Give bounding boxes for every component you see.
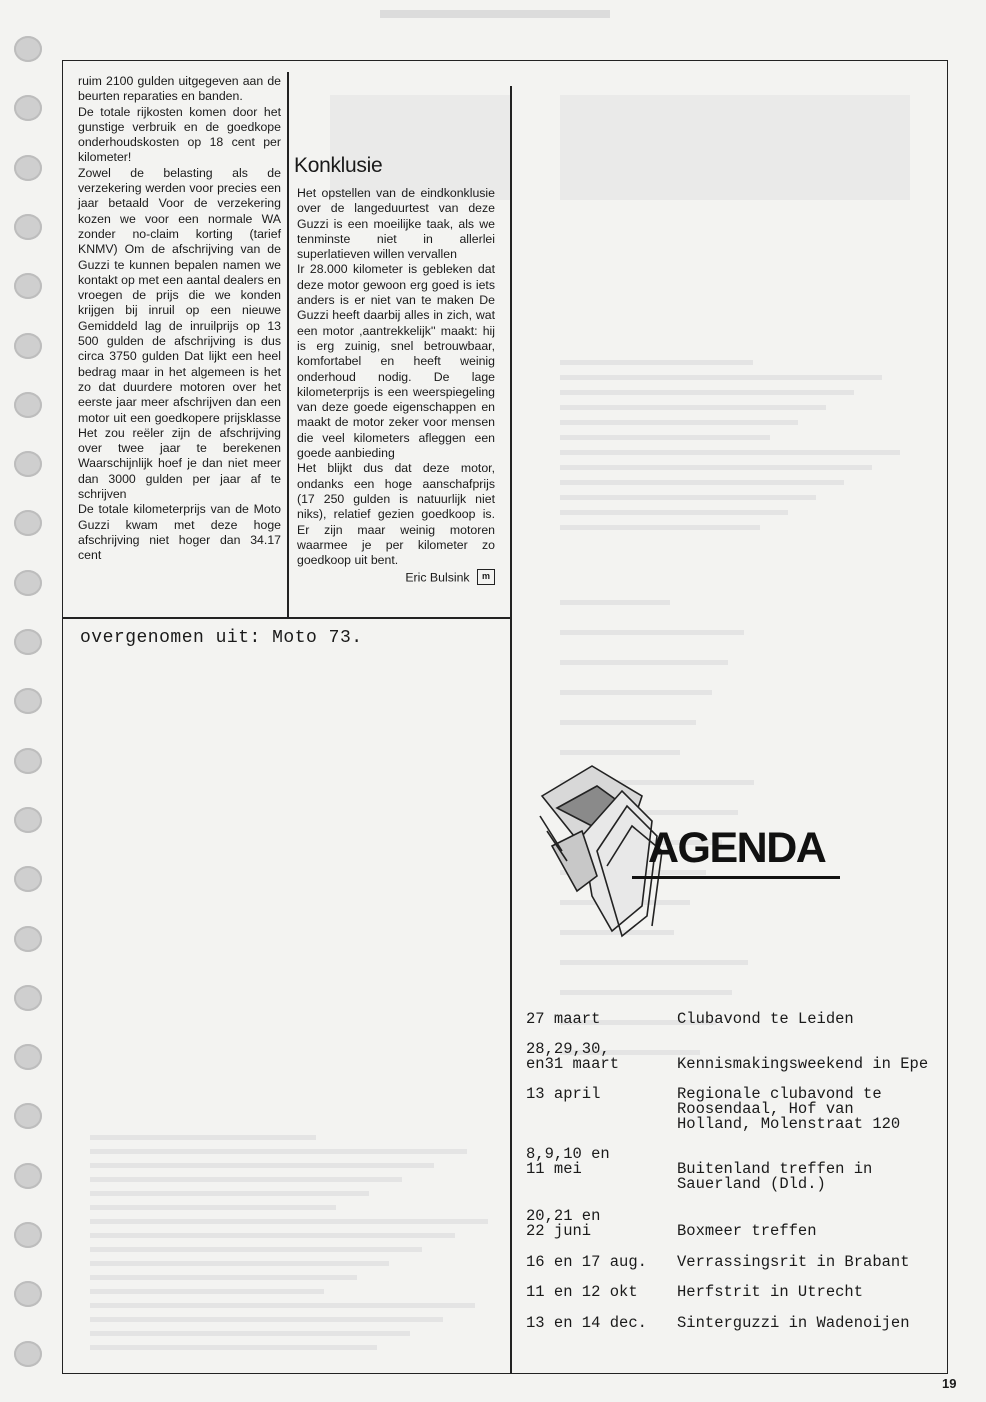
agenda-event: Regionale clubavond te Roosendaal, Hof van Holland, Molenstraat 120 bbox=[677, 1085, 901, 1133]
ghost-text-line bbox=[560, 405, 826, 410]
ghost-text-line bbox=[90, 1303, 475, 1308]
agenda-date: 16 en 17 aug. bbox=[526, 1253, 647, 1271]
binder-hole bbox=[14, 926, 42, 952]
article-column-left bbox=[78, 74, 281, 564]
agenda-date: 20,21 en 22 juni bbox=[526, 1207, 601, 1240]
binder-hole bbox=[14, 155, 42, 181]
binder-hole bbox=[14, 1222, 42, 1248]
ghost-text-line bbox=[560, 960, 748, 965]
binder-hole bbox=[14, 985, 42, 1011]
ghost-text-line bbox=[90, 1289, 324, 1294]
binder-hole bbox=[14, 1044, 42, 1070]
paragraph: De totale rijkosten komen door het gunstige verbruik en de goedkope onderhoudskosten op 18 cent per kilometer! bbox=[78, 104, 281, 165]
ghost-text-line bbox=[560, 360, 753, 365]
article-bottom-rule bbox=[62, 617, 511, 619]
binder-hole bbox=[14, 748, 42, 774]
binder-hole bbox=[14, 333, 42, 359]
ghost-text-line bbox=[90, 1317, 443, 1322]
ghost-text-line bbox=[90, 1177, 402, 1182]
ghost-text-line bbox=[560, 510, 788, 515]
paragraph: Het opstellen van de eindkonklusie over de langeduurtest van deze Guzzi is een moeilijke taak, als we tenminste niet in allerlei superlatieven willen vervallen bbox=[297, 186, 495, 262]
paragraph: ruim 2100 gulden uitgegeven aan de beurten reparaties en banden. bbox=[78, 74, 281, 104]
ghost-text-line bbox=[560, 525, 760, 530]
ghost-text-line bbox=[560, 630, 744, 635]
ghost-text-line bbox=[90, 1233, 455, 1238]
binder-hole bbox=[14, 1103, 42, 1129]
agenda-event: Boxmeer treffen bbox=[677, 1222, 817, 1240]
ghost-text-line bbox=[90, 1331, 410, 1336]
column-divider-article bbox=[287, 72, 289, 617]
author-name: Eric Bulsink bbox=[405, 570, 470, 585]
ghost-text-line bbox=[560, 375, 882, 380]
ghost-text-line bbox=[90, 1345, 377, 1350]
ghost-text-line bbox=[560, 750, 680, 755]
magazine-logo-icon: m bbox=[477, 569, 495, 585]
agenda-date: 13 april bbox=[526, 1085, 601, 1103]
binder-hole bbox=[14, 1163, 42, 1189]
binder-hole bbox=[14, 1341, 42, 1367]
paragraph: Het blijkt dus dat deze motor, ondanks een hoge aanschafprijs (17 250 gulden is natuurlijk niet niks), relatief gezien goedkoop is. Er zijn maar weinig motoren waarmee je per kilometer zo goedkoop uit bent. bbox=[297, 461, 495, 568]
agenda-date: 27 maart bbox=[526, 1010, 601, 1028]
binder-hole bbox=[14, 451, 42, 477]
paragraph: De totale kilometerprijs van de Moto Guzzi kwam met deze hoge afschrijving niet hoger dan 34.17 cent bbox=[78, 502, 281, 563]
paragraph: Zowel de belasting als de verzekering werden voor precies een jaar betaald Voor de verzekering kozen we voor een normale WA zonder no-claim korting (tarief KNMV) Om de afschrijving van de Guzzi te kunnen bepalen namen we kontakt op met een aantal dealers en vroegen de prijs die we konden krijgen bij inruil op een nieuwe Gemiddeld lag de inruilprijs op 13 500 gulden de afschrijving is dus circa 3750 gulden Dat lijkt een heel bedrag maar in het algemeen is het zo dat duurdere motoren over het eerste jaar meer afschrijven dan een motor uit een goedkopere prijsklasse Het zou reëler zijn de afschrijving over twee jaar te berekenen Waarschijnlijk hoef je dan niet meer dan 3000 gulden per jaar af te schrijven bbox=[78, 165, 281, 502]
ghost-photo-right bbox=[560, 95, 910, 200]
agenda-event: Kennismakingsweekend in Epe bbox=[677, 1055, 929, 1073]
ghost-text-line bbox=[560, 435, 770, 440]
column-divider-main bbox=[510, 86, 512, 1374]
ghost-text-line bbox=[90, 1135, 316, 1140]
agenda-event: Sinterguzzi in Wadenoijen bbox=[677, 1314, 910, 1332]
section-heading: Konklusie bbox=[294, 154, 383, 177]
ghost-text-line bbox=[90, 1261, 389, 1266]
agenda-date: 11 en 12 okt bbox=[526, 1283, 638, 1301]
binder-hole bbox=[14, 36, 42, 62]
agenda-date: 13 en 14 dec. bbox=[526, 1314, 647, 1332]
binder-hole bbox=[14, 214, 42, 240]
ghost-text-line bbox=[560, 495, 816, 500]
ghost-text-line bbox=[90, 1275, 357, 1280]
agenda-event: Buitenland treffen in Sauerland (Dld.) bbox=[677, 1160, 873, 1193]
ghost-text-line bbox=[90, 1205, 336, 1210]
ghost-text-line bbox=[90, 1219, 488, 1224]
ghost-text-line bbox=[560, 480, 844, 485]
agenda-date: 28,29,30, en31 maart bbox=[526, 1040, 620, 1073]
ghost-text-line bbox=[90, 1163, 434, 1168]
ghost-text-line bbox=[560, 465, 872, 470]
binder-hole bbox=[14, 570, 42, 596]
paragraph: Ir 28.000 kilometer is gebleken dat deze motor gewoon erg goed is iets anders is er niet van te maken De Guzzi heeft daarbij alles in zich, wat een motor ,aantrekkelijk'' maakt: hij is erg zuinig, snel betrouwbaar, komfortabel en heeft weinig onderhoud nodig. De lage kilometerprijs is een weerspiegeling van deze goede eigenschappen en maakt de motor zeker voor mensen die veel kilometers afleggen een goede aanbieding bbox=[297, 262, 495, 461]
binder-hole bbox=[14, 392, 42, 418]
binder-hole bbox=[14, 807, 42, 833]
ghost-text-line bbox=[560, 420, 798, 425]
page-number: 19 bbox=[942, 1376, 957, 1391]
agenda-title: AGENDA bbox=[648, 824, 826, 872]
ghost-text-line bbox=[90, 1247, 422, 1252]
ghost-text-line bbox=[560, 600, 670, 605]
binder-hole bbox=[14, 510, 42, 536]
agenda-event: Clubavond te Leiden bbox=[677, 1010, 854, 1028]
article-column-right bbox=[297, 186, 495, 586]
ghost-text-line bbox=[560, 690, 712, 695]
ghost-photo bbox=[330, 95, 510, 200]
agenda-date: 8,9,10 en 11 mei bbox=[526, 1145, 610, 1178]
author-line bbox=[297, 570, 495, 586]
agenda-event: Verrassingsrit in Brabant bbox=[677, 1253, 910, 1271]
binder-hole bbox=[14, 95, 42, 121]
ghost-text-line bbox=[560, 390, 854, 395]
binder-hole bbox=[14, 688, 42, 714]
agenda-underline bbox=[632, 876, 840, 879]
scan-bleed bbox=[380, 10, 610, 18]
binder-hole bbox=[14, 866, 42, 892]
ghost-text-line bbox=[560, 450, 900, 455]
ghost-text-line bbox=[560, 720, 696, 725]
ghost-text-line bbox=[90, 1149, 467, 1154]
ghost-text-line bbox=[560, 990, 732, 995]
source-credit: overgenomen uit: Moto 73. bbox=[80, 628, 363, 648]
agenda-event: Herfstrit in Utrecht bbox=[677, 1283, 864, 1301]
binder-hole bbox=[14, 273, 42, 299]
ghost-text-line bbox=[90, 1191, 369, 1196]
binder-hole bbox=[14, 1281, 42, 1307]
binder-hole bbox=[14, 629, 42, 655]
ghost-text-line bbox=[560, 660, 728, 665]
